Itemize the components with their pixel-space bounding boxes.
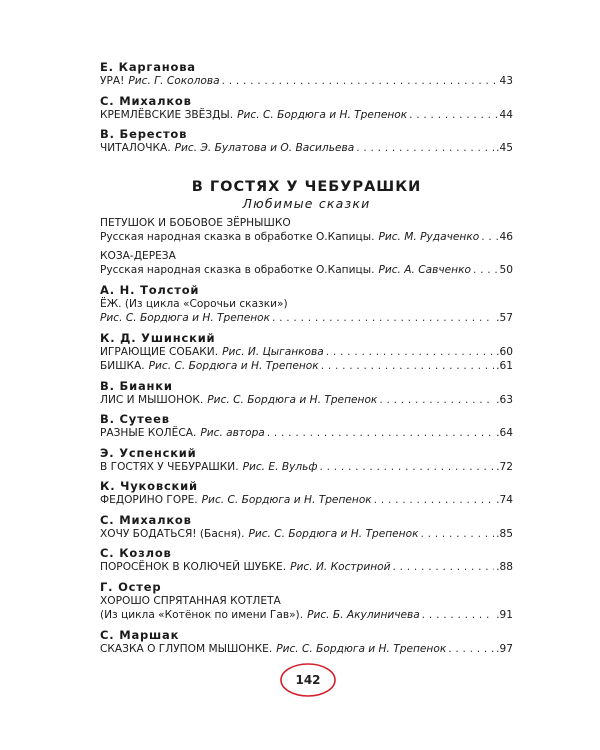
entry-line — [100, 311, 513, 326]
toc-entry — [100, 580, 513, 623]
entry-title-line: КОЗА-ДЕРЕЗА — [100, 249, 176, 262]
entry-title: СКАЗКА О ГЛУПОМ МЫШОНКЕ. — [100, 642, 273, 655]
entry-illustrator: Рис. М. Рудаченко — [378, 231, 480, 243]
toc-entry — [100, 446, 513, 475]
entry-page: 46 — [499, 231, 513, 243]
entry-title: ПОРОСЁНОК В КОЛЮЧЕЙ ШУБКЕ. — [100, 561, 287, 573]
toc-entry — [100, 379, 513, 408]
entry-line — [100, 230, 513, 245]
table-of-contents — [100, 60, 513, 656]
entry-line — [100, 74, 513, 89]
entry-title: БИШКА. — [100, 360, 145, 372]
entry-illustrator: Рис. С. Бордюга и Н. Трепенок — [237, 108, 408, 121]
toc-entry — [100, 412, 513, 441]
entry-page: .74 — [496, 494, 513, 506]
entry-line — [100, 493, 513, 508]
entry-author: Е. Карганова — [100, 60, 196, 74]
dot-leader — [448, 642, 494, 657]
entry-author: С. Маршак — [100, 627, 180, 642]
entry-author: Э. Успенский — [100, 445, 197, 460]
page-number: 142 — [295, 673, 321, 687]
entry-page: .97 — [496, 642, 513, 655]
toc-entry — [100, 216, 513, 245]
entry-illustrator: Рис. А. Савченко — [378, 264, 471, 276]
entry-author: Г. Остер — [100, 579, 162, 594]
entry-line — [100, 359, 513, 374]
entry-title: ФЕДОРИНО ГОРЕ. — [100, 494, 198, 506]
entry-author: В. Бианки — [100, 378, 173, 393]
entry-line — [100, 141, 513, 156]
entry-page: .45 — [496, 142, 513, 154]
dot-leader — [422, 608, 494, 623]
entry-author: С. Михалков — [100, 512, 192, 527]
entry-line — [100, 345, 513, 360]
entry-illustrator: Рис. автора — [200, 427, 265, 439]
entry-title-line: ЁЖ. (Из цикла «Сорочьи сказки») — [100, 297, 288, 310]
entry-illustrator: Рис. И. Цыганкова — [222, 345, 324, 358]
entry-author: В. Берестов — [100, 127, 188, 141]
entry-illustrator: Рис. Э. Булатова и О. Васильева — [174, 142, 355, 154]
dot-leader — [409, 108, 497, 123]
dot-leader — [374, 493, 494, 508]
dot-leader — [356, 141, 494, 156]
section-entries — [100, 216, 513, 657]
entry-title: КРЕМЛЁВСКИЕ ЗВЁЗДЫ. — [100, 108, 234, 121]
dot-leader — [267, 426, 494, 441]
entry-page: .57 — [496, 312, 513, 324]
toc-entry — [100, 331, 513, 374]
top-entries — [100, 60, 513, 156]
entry-line — [100, 527, 513, 542]
dot-leader — [379, 393, 494, 408]
entry-illustrator: Рис. С. Бордюга и Н. Трепенок — [276, 642, 447, 655]
entry-title-line: ХОРОШО СПРЯТАННАЯ КОТЛЕТА — [100, 594, 281, 607]
toc-entry — [100, 513, 513, 542]
toc-entry — [100, 283, 513, 326]
entry-line — [100, 393, 513, 408]
entry-title: Русская народная сказка в обработке О.Капицы. — [100, 264, 375, 276]
entry-author: В. Сутеев — [100, 412, 170, 426]
toc-entry — [100, 94, 513, 123]
entry-page: 44 — [499, 108, 513, 121]
entry-title: УРА! — [100, 75, 125, 87]
dot-leader — [272, 311, 494, 326]
dot-leader — [319, 460, 494, 475]
entry-page: .91 — [496, 609, 513, 621]
entry-line — [100, 426, 513, 441]
entry-title: (Из цикла «Котёнок по имени Гав»). — [100, 609, 304, 621]
toc-entry — [100, 628, 513, 657]
toc-entry — [100, 546, 513, 575]
entry-illustrator: Рис. С. Бордюга и Н. Трепенок — [148, 360, 319, 372]
entry-illustrator: Рис. С. Бордюга и Н. Трепенок — [207, 393, 378, 406]
dot-leader — [473, 263, 498, 278]
entry-illustrator: Рис. Е. Вульф — [242, 460, 318, 473]
section-subtitle: Любимые сказки — [242, 195, 371, 211]
entry-author: С. Михалков — [100, 93, 192, 108]
entry-line — [100, 108, 513, 123]
entry-line — [100, 608, 513, 623]
dot-leader — [393, 560, 495, 575]
entry-illustrator: Рис. С. Бордюга и Н. Трепенок — [248, 527, 419, 540]
entry-title: ХОЧУ БОДАТЬСЯ! (Басня). — [100, 527, 245, 540]
entry-author: А. Н. Толстой — [100, 282, 200, 297]
entry-page: 43 — [499, 75, 513, 87]
entry-illustrator: Рис. С. Бордюга и Н. Трепенок — [100, 312, 271, 324]
toc-entry — [100, 249, 513, 278]
dot-leader — [481, 230, 497, 245]
entry-title: Русская народная сказка в обработке О.Капицы. — [100, 231, 375, 243]
entry-page: .64 — [496, 427, 513, 439]
entry-author: К. Д. Ушинский — [100, 330, 216, 345]
page-number-badge — [279, 662, 337, 698]
entry-title: РАЗНЫЕ КОЛЁСА. — [100, 427, 197, 439]
entry-illustrator: Рис. И. Костриной — [290, 561, 391, 573]
entry-line — [100, 460, 513, 475]
entry-author: К. Чуковский — [100, 479, 198, 493]
entry-illustrator: Рис. С. Бордюга и Н. Трепенок — [201, 494, 372, 506]
entry-page: .85 — [496, 527, 513, 540]
dot-leader — [321, 359, 494, 374]
entry-page: .63 — [496, 393, 513, 406]
entry-page: .60 — [496, 345, 513, 358]
entry-page: .72 — [496, 460, 513, 473]
toc-entry — [100, 60, 513, 89]
section-title: В ГОСТЯХ У ЧЕБУРАШКИ — [191, 178, 422, 195]
entry-illustrator: Рис. Г. Соколова — [128, 75, 220, 87]
dot-leader — [222, 74, 498, 89]
entry-title: ЧИТАЛОЧКА. — [100, 142, 171, 154]
entry-author: С. Козлов — [100, 546, 172, 560]
entry-page: .88 — [496, 561, 513, 573]
entry-title: ЛИС И МЫШОНОК. — [100, 393, 204, 406]
entry-title: ИГРАЮЩИЕ СОБАКИ. — [100, 345, 219, 358]
entry-line — [100, 642, 513, 657]
toc-entry — [100, 479, 513, 508]
entry-line — [100, 263, 513, 278]
entry-page: .61 — [496, 360, 513, 372]
toc-entry — [100, 127, 513, 156]
entry-illustrator: Рис. Б. Акулиничева — [307, 609, 420, 621]
entry-title: В ГОСТЯХ У ЧЕБУРАШКИ. — [100, 460, 239, 473]
entry-page: 50 — [499, 264, 513, 276]
dot-leader — [326, 345, 494, 360]
entry-line — [100, 560, 513, 575]
dot-leader — [420, 527, 494, 542]
entry-title-line: ПЕТУШОК И БОБОВОЕ ЗЁРНЫШКО — [100, 216, 291, 229]
